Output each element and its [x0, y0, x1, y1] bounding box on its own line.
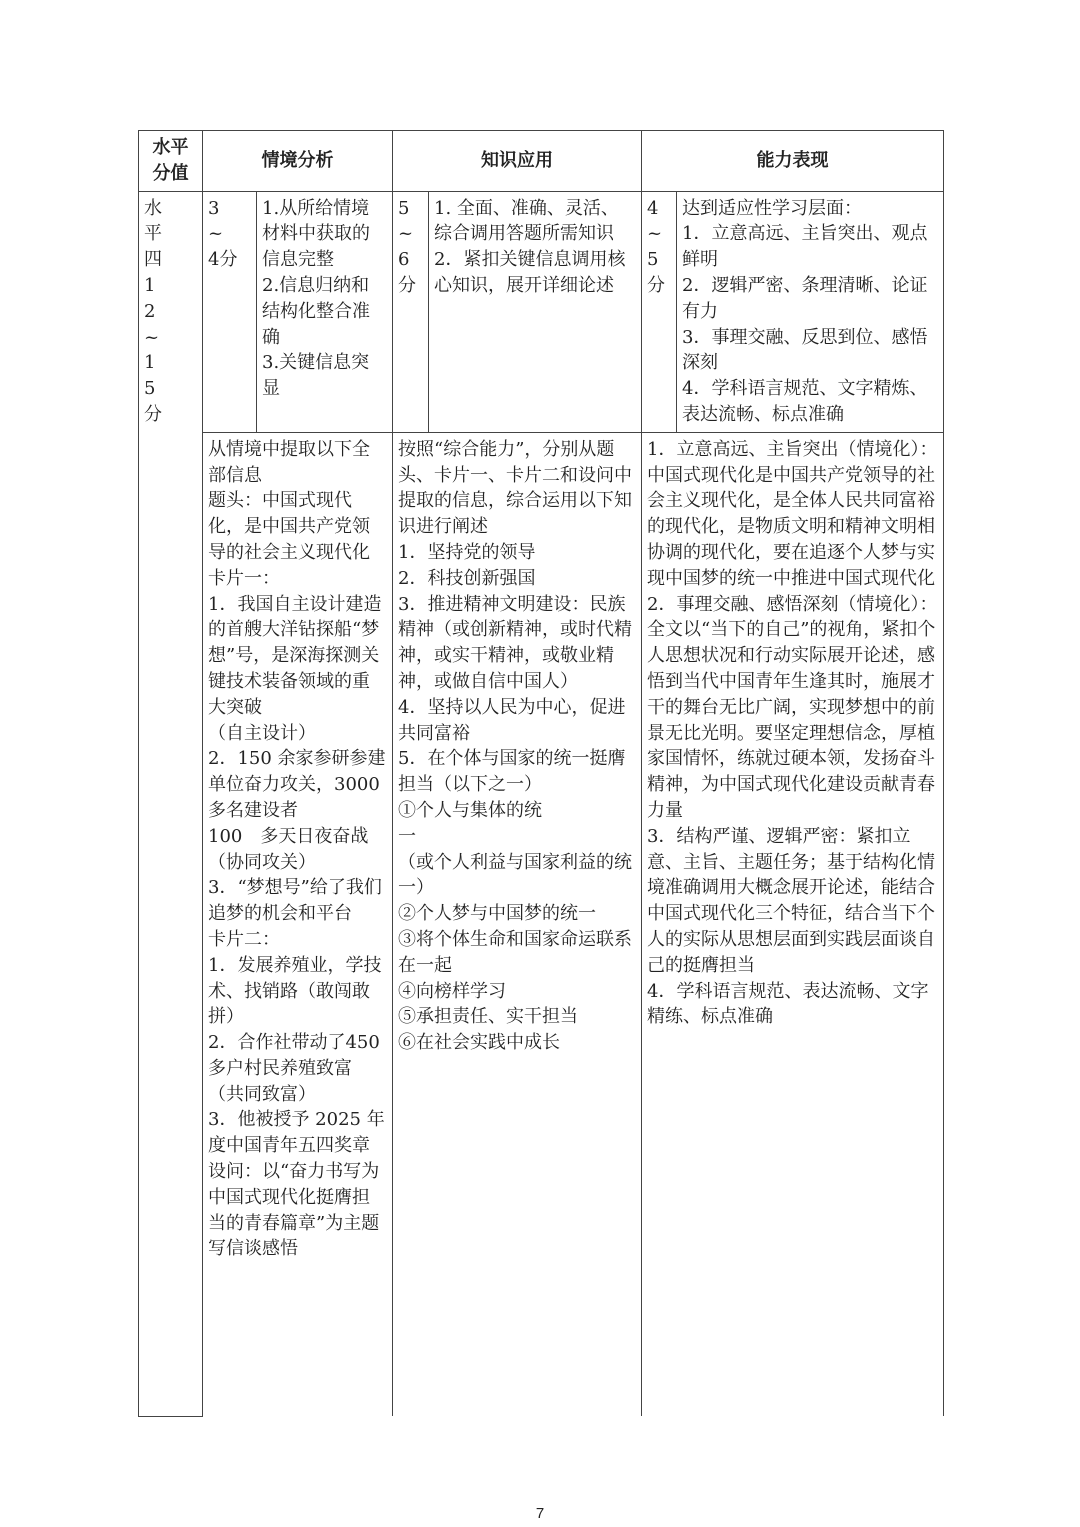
level-label: 水 平 四 1 2 ~ 1 5 分 — [139, 191, 203, 1416]
scoring-table — [138, 130, 944, 1417]
header-level-score: 水平 分值 — [139, 131, 203, 192]
page-number: 7 — [535, 1505, 545, 1522]
situation-detail: 从情境中提取以下全部信息 题头：中国式现代化，是中国共产党领导的社会主义现代化 卡片一： 1．我国自主设计建造的首艘大洋钻探船“梦想”号，是深海探测关键技术装备领域的重大突破 （自主设计） 2．150 余家参研参建单位奋力攻关，3000 多名建设者 100 多天日夜奋战（协同攻关） 3．“梦想号”给了我们追梦的机会和平台 卡片二： 1．发展养殖业，学技术、找销路（敢闯敢拼） 2．合作社带动了450 多户村民养殖致富（共同致富） 3．他被授予 2025 年度中国青年五四奖章 设问：以“奋力书写为中国式现代化挺膺担当的青春篇章”为主题写信谈感悟 — [203, 432, 393, 1416]
header-row — [139, 131, 944, 192]
knowledge-score: 5 ~ 6 分 — [393, 191, 429, 432]
situation-criteria: 1.从所给情境材料中获取的信息完整 2.信息归纳和结构化整合准确 3.关键信息突显 — [257, 191, 393, 432]
header-knowledge: 知识应用 — [393, 131, 642, 192]
header-ability: 能力表现 — [642, 131, 944, 192]
ability-score: 4 ~ 5 分 — [642, 191, 677, 432]
knowledge-criteria: 1. 全面、准确、灵活、综合调用答题所需知识 2．紧扣关键信息调用核心知识，展开详细论述 — [429, 191, 642, 432]
criteria-row — [139, 191, 944, 432]
knowledge-detail: 按照“综合能力”，分别从题头、卡片一、卡片二和设问中提取的信息，综合运用以下知识进行阐述 1．坚持党的领导 2．科技创新强国 3．推进精神文明建设：民族精神（或创新精神，或时代精神，或实干精神，或敬业精神，或做自信中国人） 4．坚持以人民为中心，促进共同富裕 5．在个体与国家的统一挺膺担当（以下之一） ①个人与集体的统 一 （或个人利益与国家利益的统一） ②个人梦与中国梦的统一 ③将个体生命和国家命运联系在一起 ④向榜样学习 ⑤承担责任、实干担当 ⑥在社会实践中成长 — [393, 432, 642, 1416]
ability-criteria: 达到适应性学习层面： 1．立意高远、主旨突出、观点鲜明 2．逻辑严密、条理清晰、论证有力 3．事理交融、反思到位、感悟深刻 4．学科语言规范、文字精炼、表达流畅、标点准确 — [677, 191, 944, 432]
ability-detail: 1．立意高远、主旨突出（情境化）：中国式现代化是中国共产党领导的社会主义现代化，是全体人民共同富裕的现代化，是物质文明和精神文明相协调的现代化，要在追逐个人梦与实现中国梦的统一中推进中国式现代化 2．事理交融、感悟深刻（情境化）：全文以“当下的自己”的视角，紧扣个人思想状况和行动实际展开论述，感悟到当代中国青年生逢其时，施展才干的舞台无比广阔，实现梦想中的前景无比光明。要坚定理想信念，厚植家国情怀，练就过硬本领，发扬奋斗精神，为中国式现代化建设贡献青春力量 3．结构严谨、逻辑严密：紧扣立意、主旨、主题任务；基于结构化情境准确调用大概念展开论述，能结合中国式现代化三个特征，结合当下个人的实际从思想层面到实践层面谈自己的挺膺担当 4．学科语言规范、表达流畅、文字精练、标点准确 — [642, 432, 944, 1416]
situation-score: 3 ~ 4分 — [203, 191, 257, 432]
detail-row — [139, 432, 944, 1416]
header-situation: 情境分析 — [203, 131, 393, 192]
